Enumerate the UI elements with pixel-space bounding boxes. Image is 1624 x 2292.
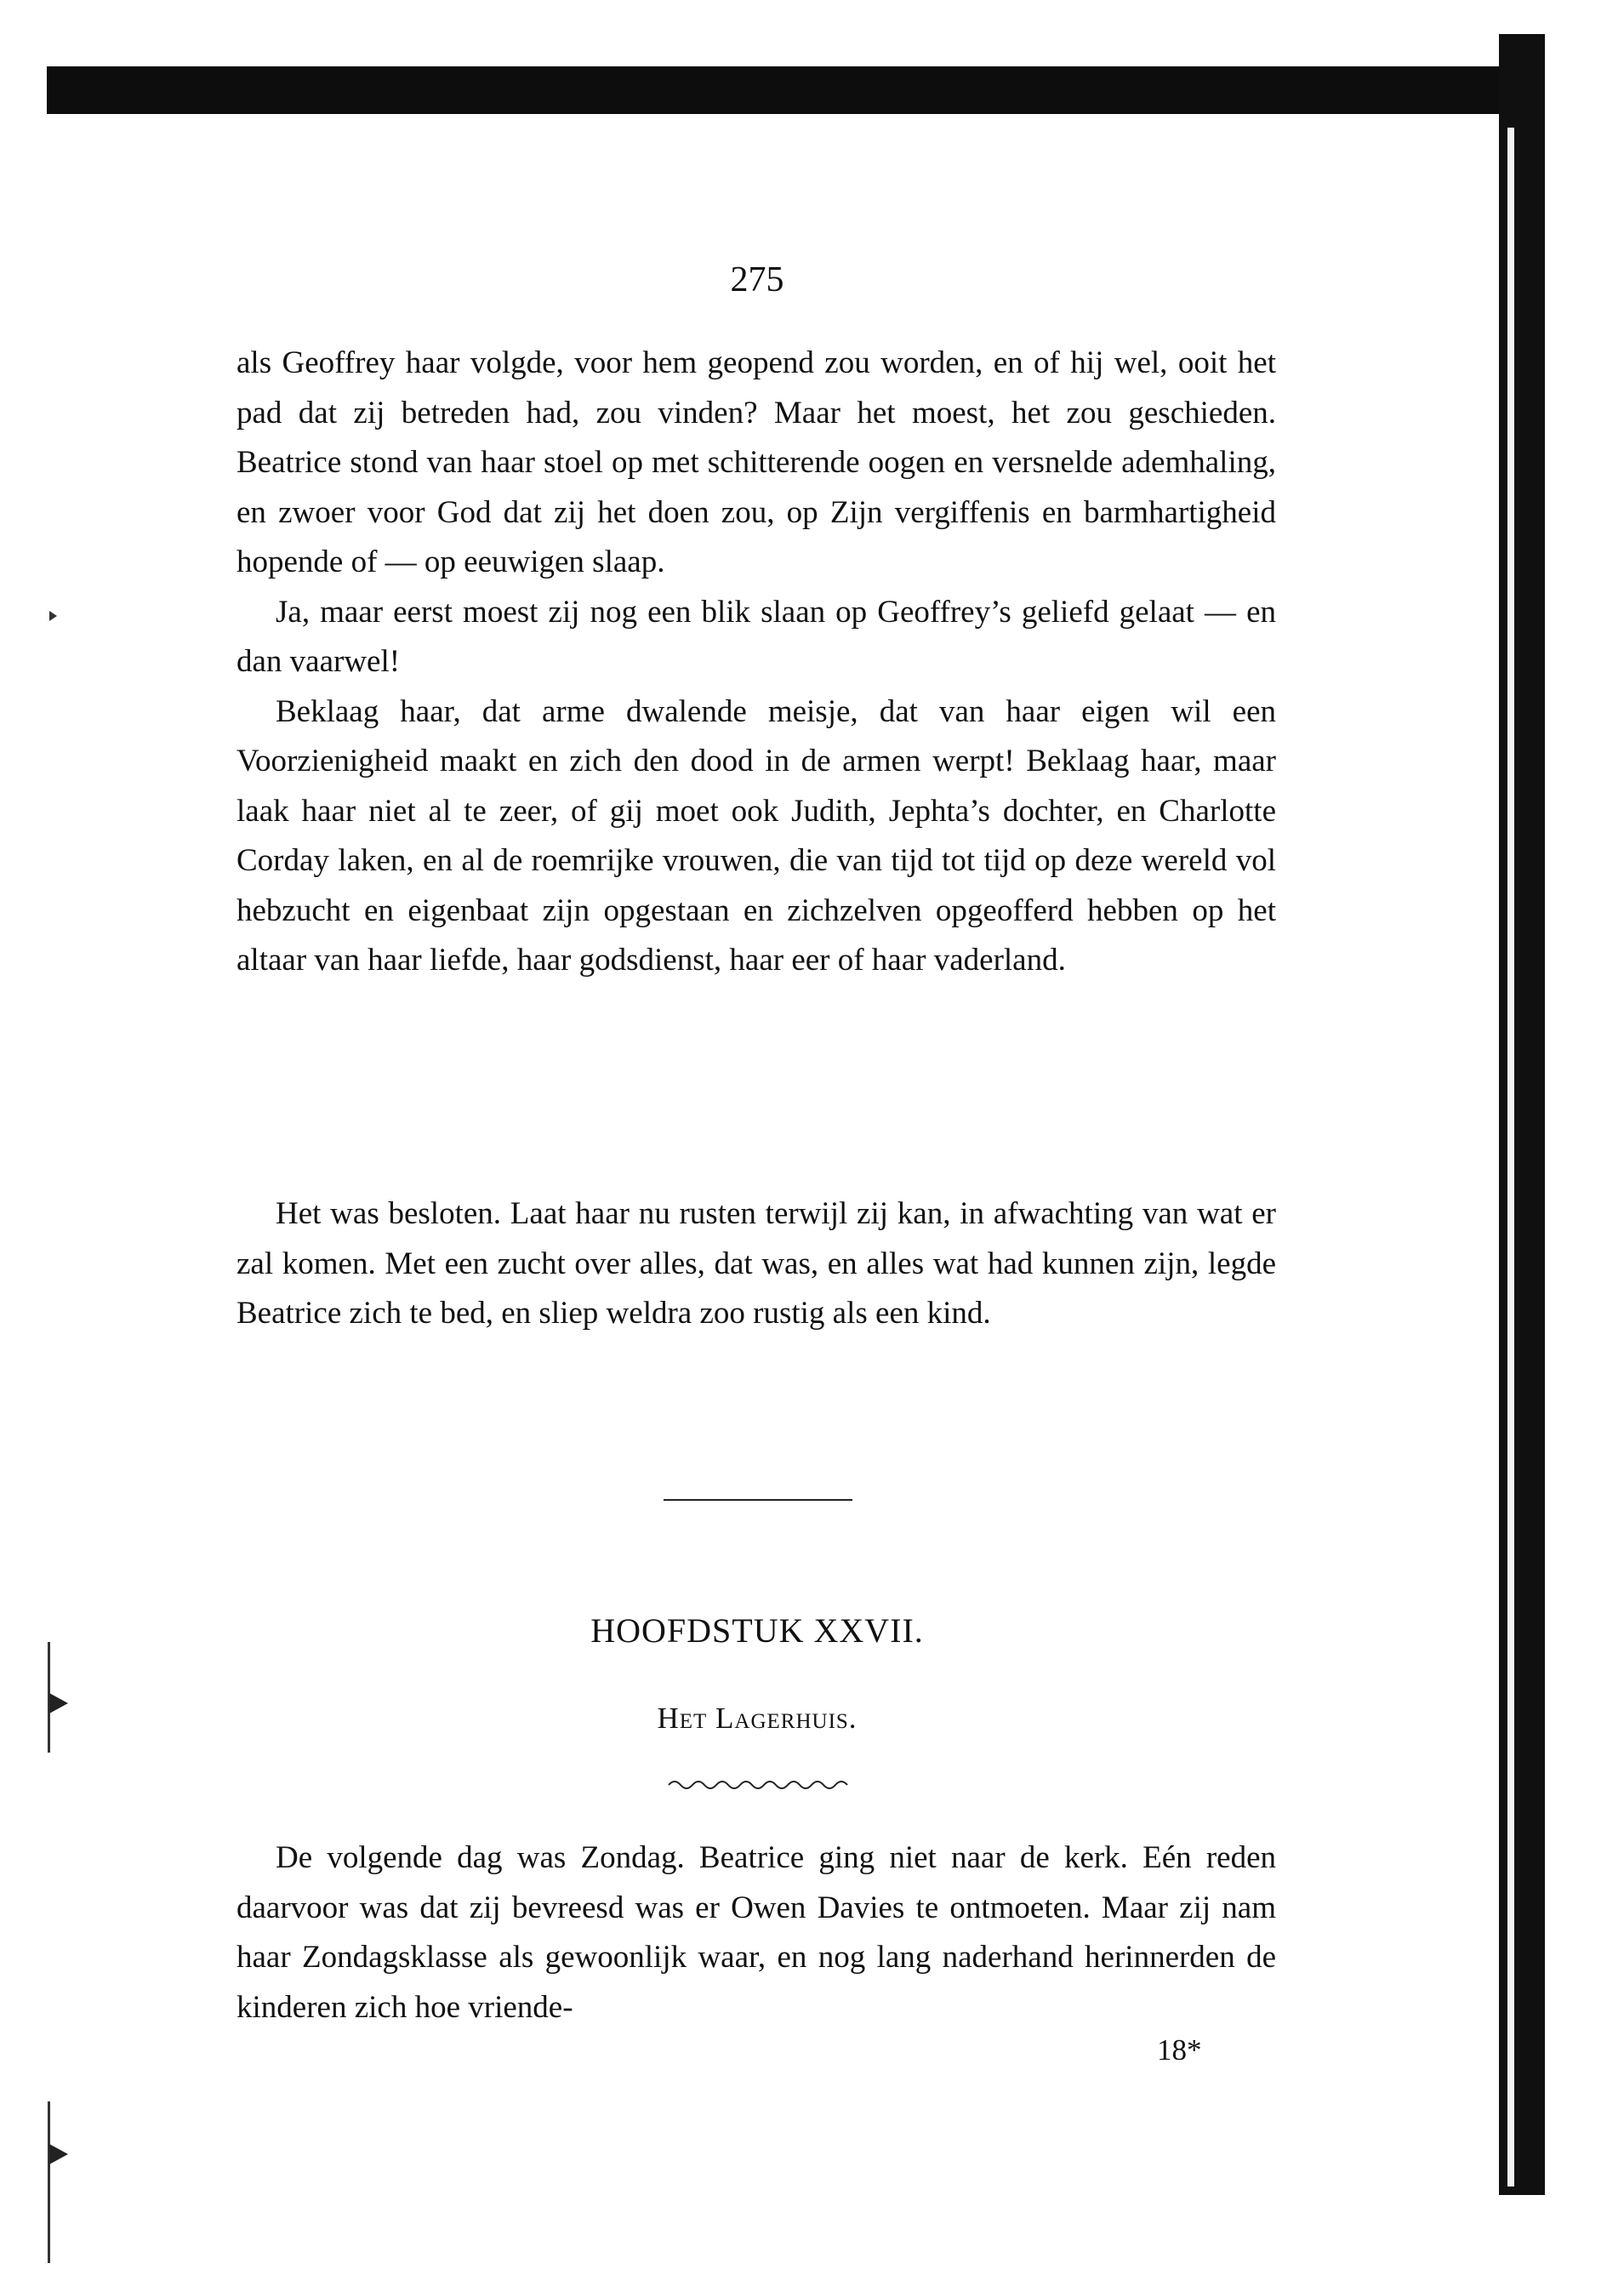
paragraph: Ja, maar eerst moest zij nog een blik slaan op Geoffrey’s geliefd gelaat — en dan vaarwel! — [236, 594, 1276, 679]
chapter-heading: HOOFDSTUK XXVII. — [590, 1611, 924, 1650]
page-number: 275 — [730, 260, 784, 299]
wavy-ornament — [667, 1776, 854, 1793]
scan-edge-right — [1499, 34, 1545, 2195]
scan-edge-top — [47, 66, 1544, 114]
paragraph: Beklaag haar, dat arme dwalende meisje, dat van haar eigen wil een Voorzienigheid maakt en zich den dood in de armen werpt! Beklaag haar, maar laak haar niet al te zeer, of gij moet ook Judith, Jephta’s dochter, en Charlotte Corday laken, en al de roemrijke vrouwen, die van tijd tot tijd op deze wereld vol hebzucht en eigenbaat zijn opgestaan en zichzelven opgeofferd hebben op het altaar van haar liefde, haar godsdienst, haar eer of haar vaderland. — [236, 693, 1276, 978]
paragraph: De volgende dag was Zondag. Beatrice ging niet naar de kerk. Eén reden daarvoor was dat zij bevreesd was er Owen Davies te ontmoeten. Maar zij nam haar Zondagsklasse als gewoonlijk waar, en nog lang naderhand herinnerden de kinderen zich hoe vriende- — [236, 1840, 1276, 2025]
body-text-closing — [236, 1189, 1276, 1339]
chapter-body-text — [236, 1833, 1276, 2033]
scan-margin-line — [48, 2101, 50, 2263]
scan-mark-left — [49, 611, 57, 621]
scan-edge-right-highlight — [1507, 128, 1514, 2187]
chapter-subtitle: Het Lagerhuis. — [657, 1702, 858, 1735]
scan-marker-arrow — [49, 2144, 68, 2164]
paragraph: Het was besloten. Laat haar nu rusten terwijl zij kan, in afwachting van wat er zal komen. Met een zucht over alles, dat was, en alles wat had kunnen zijn, legde Beatrice zich te bed, en sliep weldra zoo rustig als een kind. — [236, 1196, 1276, 1331]
body-text-top — [236, 339, 1276, 986]
signature-mark: 18* — [1157, 2033, 1202, 2067]
paragraph: als Geoffrey haar volgde, voor hem geopend zou worden, en of hij wel, ooit het pad dat zij betreden had, zou vinden? Maar het moest, het zou geschieden. Beatrice stond van haar stoel op met schitterende oogen en versnelde ademhaling, en zwoer voor God dat zij het doen zou, op Zijn vergiffenis en barmhartigheid hopende of — op eeuwigen slaap. — [236, 345, 1276, 579]
section-divider — [664, 1499, 852, 1501]
